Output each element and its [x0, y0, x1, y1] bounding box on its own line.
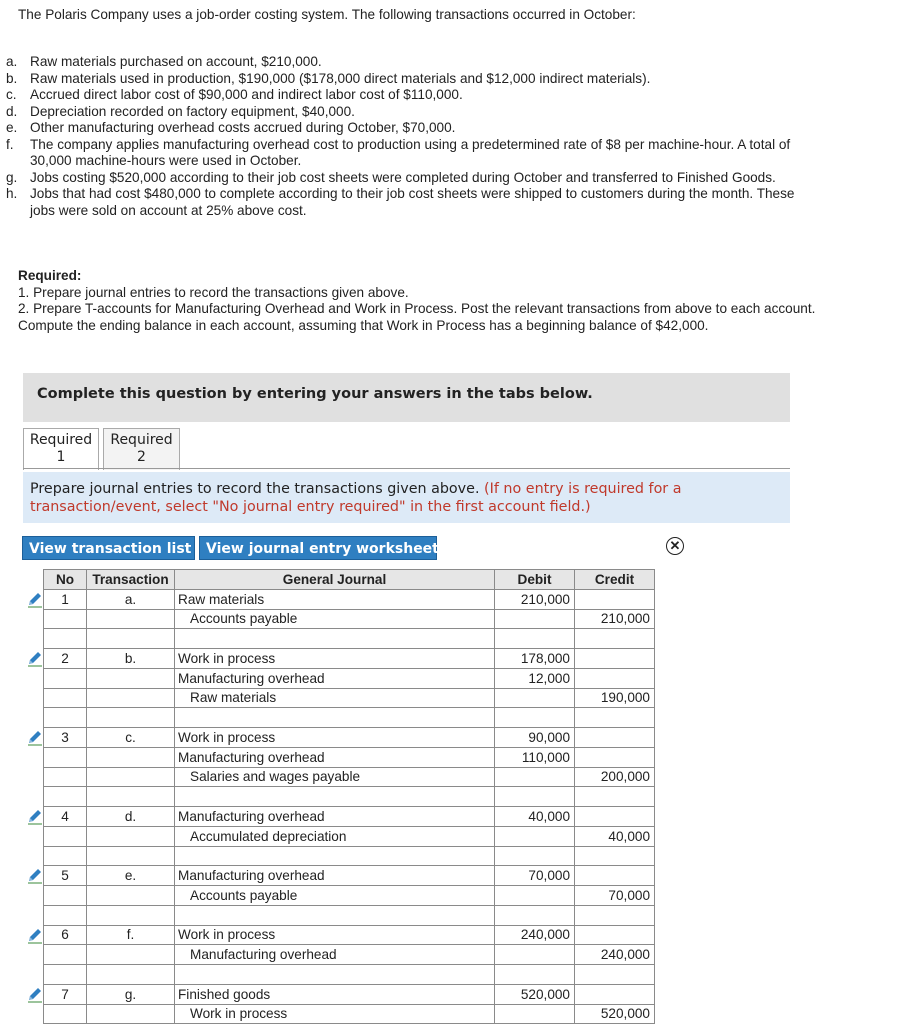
journal-row	[44, 668, 655, 688]
entry-no	[44, 886, 87, 906]
transaction-item	[6, 71, 806, 88]
debit-field[interactable]: 12,000	[495, 668, 575, 688]
credit-field[interactable]	[575, 708, 655, 728]
credit-field[interactable]: 70,000	[575, 886, 655, 906]
tab-required-2[interactable]	[103, 428, 180, 470]
entry-transaction	[87, 708, 175, 728]
debit-field[interactable]: 210,000	[495, 589, 575, 609]
tab-required-1-line1: Required	[29, 432, 93, 448]
tab-required-2-line2: 2	[137, 449, 146, 465]
entry-no	[44, 945, 87, 965]
entry-transaction	[87, 886, 175, 906]
debit-field[interactable]	[495, 629, 575, 649]
entry-no: 3	[44, 728, 87, 748]
entry-no	[44, 708, 87, 728]
entry-no: 7	[44, 984, 87, 1004]
journal-blank-row	[44, 708, 655, 728]
entry-no: 2	[44, 649, 87, 669]
journal-row	[44, 1004, 655, 1024]
account-field[interactable]	[175, 708, 495, 728]
transaction-marker: h.	[6, 186, 18, 201]
debit-field[interactable]: 520,000	[495, 984, 575, 1004]
transaction-text: Depreciation recorded on factory equipment, $40,000.	[30, 103, 355, 119]
account-field[interactable]	[175, 846, 495, 866]
journal-row	[44, 945, 655, 965]
transaction-text: The company applies manufacturing overhead cost to production using a predetermined rate of $8 per machine-hour. A total of 30,000 machine-hours were used in October.	[30, 136, 791, 168]
entry-transaction	[87, 905, 175, 925]
entry-transaction: c.	[87, 728, 175, 748]
transaction-item	[6, 104, 806, 121]
debit-field[interactable]	[495, 945, 575, 965]
entry-no: 4	[44, 807, 87, 827]
entry-no	[44, 1004, 87, 1024]
account-field[interactable]: Salaries and wages payable	[175, 767, 495, 787]
instruction-note: (If no entry is required for a transaction/event, select "No journal entry required" in the first account field.)	[30, 481, 682, 515]
header-debit: Debit	[495, 570, 575, 590]
credit-field[interactable]	[575, 728, 655, 748]
required-item-2: 2. Prepare T-accounts for Manufacturing Overhead and Work in Process. Post the relevant transactions from above to each account. Compute the ending balance in each account, assuming that Work in Process has a beginning balance of $42,000.	[18, 301, 816, 333]
journal-row	[44, 807, 655, 827]
transaction-marker: f.	[6, 136, 14, 152]
debit-field[interactable]	[495, 846, 575, 866]
transaction-marker: g.	[6, 169, 18, 185]
account-field[interactable]: Work in process	[175, 649, 495, 669]
entry-transaction	[87, 965, 175, 985]
transaction-text: Other manufacturing overhead costs accrued during October, $70,000.	[30, 120, 456, 135]
debit-field[interactable]: 240,000	[495, 925, 575, 945]
transaction-item	[6, 54, 806, 71]
entry-transaction	[87, 668, 175, 688]
edit-pencil-icon[interactable]	[26, 649, 44, 667]
credit-field[interactable]	[575, 807, 655, 827]
debit-field[interactable]	[495, 708, 575, 728]
account-field[interactable]: Manufacturing overhead	[175, 866, 495, 886]
instruction-main: Prepare journal entries to record the transactions given above.	[30, 481, 480, 497]
entry-no	[44, 688, 87, 708]
tab-required-1[interactable]	[23, 428, 99, 470]
journal-blank-row	[44, 787, 655, 807]
journal-row	[44, 609, 655, 629]
account-field[interactable]: Accounts payable	[175, 609, 495, 629]
account-field[interactable]: Work in process	[175, 925, 495, 945]
entry-transaction	[87, 846, 175, 866]
debit-field[interactable]: 178,000	[495, 649, 575, 669]
credit-field[interactable]: 40,000	[575, 826, 655, 846]
account-field[interactable]: Manufacturing overhead	[175, 747, 495, 767]
entry-transaction	[87, 747, 175, 767]
transaction-text: Raw materials purchased on account, $210,000.	[30, 54, 322, 69]
journal-blank-row	[44, 905, 655, 925]
journal-row	[44, 747, 655, 767]
journal-row	[44, 866, 655, 886]
debit-field[interactable]	[495, 826, 575, 846]
entry-transaction	[87, 945, 175, 965]
entry-no	[44, 609, 87, 629]
credit-field[interactable]: 240,000	[575, 945, 655, 965]
entry-transaction: b.	[87, 649, 175, 669]
debit-field[interactable]	[495, 609, 575, 629]
debit-field[interactable]	[495, 767, 575, 787]
account-field[interactable]: Accumulated depreciation	[175, 826, 495, 846]
journal-blank-row	[44, 846, 655, 866]
required-section	[18, 268, 818, 334]
instructions-banner	[23, 373, 790, 422]
entry-no	[44, 846, 87, 866]
journal-row	[44, 886, 655, 906]
debit-field[interactable]	[495, 965, 575, 985]
entry-no: 1	[44, 589, 87, 609]
account-field[interactable]	[175, 965, 495, 985]
journal-body	[44, 589, 655, 1024]
journal-row	[44, 728, 655, 748]
credit-field[interactable]	[575, 846, 655, 866]
journal-instruction	[23, 472, 790, 523]
transaction-marker: c.	[6, 87, 17, 102]
journal-header-row	[44, 570, 655, 590]
entry-no	[44, 668, 87, 688]
debit-field[interactable]: 70,000	[495, 866, 575, 886]
debit-field[interactable]: 40,000	[495, 807, 575, 827]
transaction-list	[6, 54, 806, 219]
account-field[interactable]	[175, 787, 495, 807]
account-field[interactable]: Manufacturing overhead	[175, 668, 495, 688]
header-transaction: Transaction	[87, 570, 175, 590]
account-field[interactable]: Work in process	[175, 728, 495, 748]
account-field[interactable]: Raw materials	[175, 589, 495, 609]
credit-field[interactable]	[575, 925, 655, 945]
transaction-item	[6, 186, 806, 219]
view-journal-worksheet-button[interactable]: View journal entry worksheet	[199, 536, 437, 560]
entry-transaction: e.	[87, 866, 175, 886]
journal-row	[44, 767, 655, 787]
account-field[interactable]: Work in process	[175, 1004, 495, 1024]
edit-pencil-icon[interactable]	[26, 807, 44, 825]
entry-no	[44, 905, 87, 925]
header-credit: Credit	[575, 570, 655, 590]
edit-pencil-icon[interactable]	[26, 728, 44, 746]
transaction-item	[6, 170, 806, 187]
entry-no	[44, 787, 87, 807]
journal-blank-row	[44, 965, 655, 985]
entry-transaction: a.	[87, 589, 175, 609]
entry-transaction: f.	[87, 925, 175, 945]
close-icon[interactable]: ✕	[666, 537, 684, 555]
credit-field[interactable]	[575, 984, 655, 1004]
banner-text: Complete this question by entering your answers in the tabs below.	[37, 386, 593, 402]
journal-row	[44, 688, 655, 708]
entry-transaction: d.	[87, 807, 175, 827]
credit-field[interactable]: 190,000	[575, 688, 655, 708]
entry-no: 5	[44, 866, 87, 886]
credit-field[interactable]: 210,000	[575, 609, 655, 629]
debit-field[interactable]	[495, 688, 575, 708]
credit-field[interactable]	[575, 668, 655, 688]
account-field[interactable]: Manufacturing overhead	[175, 945, 495, 965]
transaction-item	[6, 87, 806, 104]
transaction-marker: d.	[6, 103, 18, 119]
entry-no	[44, 767, 87, 787]
tab-required-1-line2: 1	[56, 449, 66, 465]
account-field[interactable]: Raw materials	[175, 688, 495, 708]
entry-transaction	[87, 688, 175, 708]
entry-transaction	[87, 787, 175, 807]
entry-no	[44, 965, 87, 985]
credit-field[interactable]	[575, 747, 655, 767]
transaction-item	[6, 137, 806, 170]
edit-pencil-icon[interactable]	[26, 985, 44, 1003]
account-field[interactable]	[175, 629, 495, 649]
entry-no	[44, 629, 87, 649]
credit-field[interactable]	[575, 589, 655, 609]
entry-transaction	[87, 1004, 175, 1024]
required-heading: Required:	[18, 268, 82, 283]
journal-row	[44, 649, 655, 669]
credit-field[interactable]	[575, 965, 655, 985]
journal-row	[44, 826, 655, 846]
header-general-journal: General Journal	[175, 570, 495, 590]
credit-field[interactable]	[575, 866, 655, 886]
entry-no	[44, 747, 87, 767]
entry-no	[44, 826, 87, 846]
edit-pencil-icon[interactable]	[26, 866, 44, 884]
transaction-marker: b.	[6, 70, 18, 86]
account-field[interactable]	[175, 905, 495, 925]
credit-field[interactable]: 520,000	[575, 1004, 655, 1024]
entry-transaction	[87, 826, 175, 846]
transaction-text: Jobs costing $520,000 according to their job cost sheets were completed during October and transferred to Finished Goods.	[30, 169, 776, 185]
entry-transaction	[87, 629, 175, 649]
transaction-text: Raw materials used in production, $190,000 ($178,000 direct materials and $12,000 indirect materials).	[30, 70, 651, 86]
transaction-marker: a.	[6, 54, 18, 69]
credit-field[interactable]	[575, 787, 655, 807]
tab-divider	[23, 468, 790, 469]
debit-field[interactable]: 110,000	[495, 747, 575, 767]
view-transaction-list-button[interactable]: View transaction list	[22, 536, 195, 560]
entry-transaction	[87, 609, 175, 629]
header-no: No	[44, 570, 87, 590]
journal-table	[43, 569, 655, 1024]
transaction-marker: e.	[6, 120, 18, 135]
debit-field[interactable]	[495, 886, 575, 906]
entry-transaction	[87, 767, 175, 787]
journal-row	[44, 925, 655, 945]
debit-field[interactable]: 90,000	[495, 728, 575, 748]
debit-field[interactable]	[495, 905, 575, 925]
account-field[interactable]: Finished goods	[175, 984, 495, 1004]
journal-row	[44, 589, 655, 609]
entry-transaction: g.	[87, 984, 175, 1004]
debit-field[interactable]	[495, 1004, 575, 1024]
journal-row	[44, 984, 655, 1004]
edit-pencil-icon[interactable]	[26, 926, 44, 944]
credit-field[interactable]	[575, 649, 655, 669]
required-item-1: 1. Prepare journal entries to record the transactions given above.	[18, 284, 409, 300]
transaction-text: Jobs that had cost $480,000 to complete according to their job cost sheets were shipped to customers during the month. These jobs were sold on account at 25% above cost.	[30, 186, 795, 218]
entry-no: 6	[44, 925, 87, 945]
credit-field[interactable]	[575, 629, 655, 649]
account-field[interactable]: Manufacturing overhead	[175, 807, 495, 827]
credit-field[interactable]: 200,000	[575, 767, 655, 787]
transaction-item	[6, 120, 806, 137]
transaction-text: Accrued direct labor cost of $90,000 and indirect labor cost of $110,000.	[30, 87, 463, 102]
journal-blank-row	[44, 629, 655, 649]
credit-field[interactable]	[575, 905, 655, 925]
tab-required-2-line1: Required	[110, 432, 173, 448]
problem-intro: The Polaris Company uses a job-order costing system. The following transactions occurred in October:	[18, 7, 636, 22]
account-field[interactable]: Accounts payable	[175, 886, 495, 906]
debit-field[interactable]	[495, 787, 575, 807]
edit-pencil-icon[interactable]	[26, 590, 44, 608]
